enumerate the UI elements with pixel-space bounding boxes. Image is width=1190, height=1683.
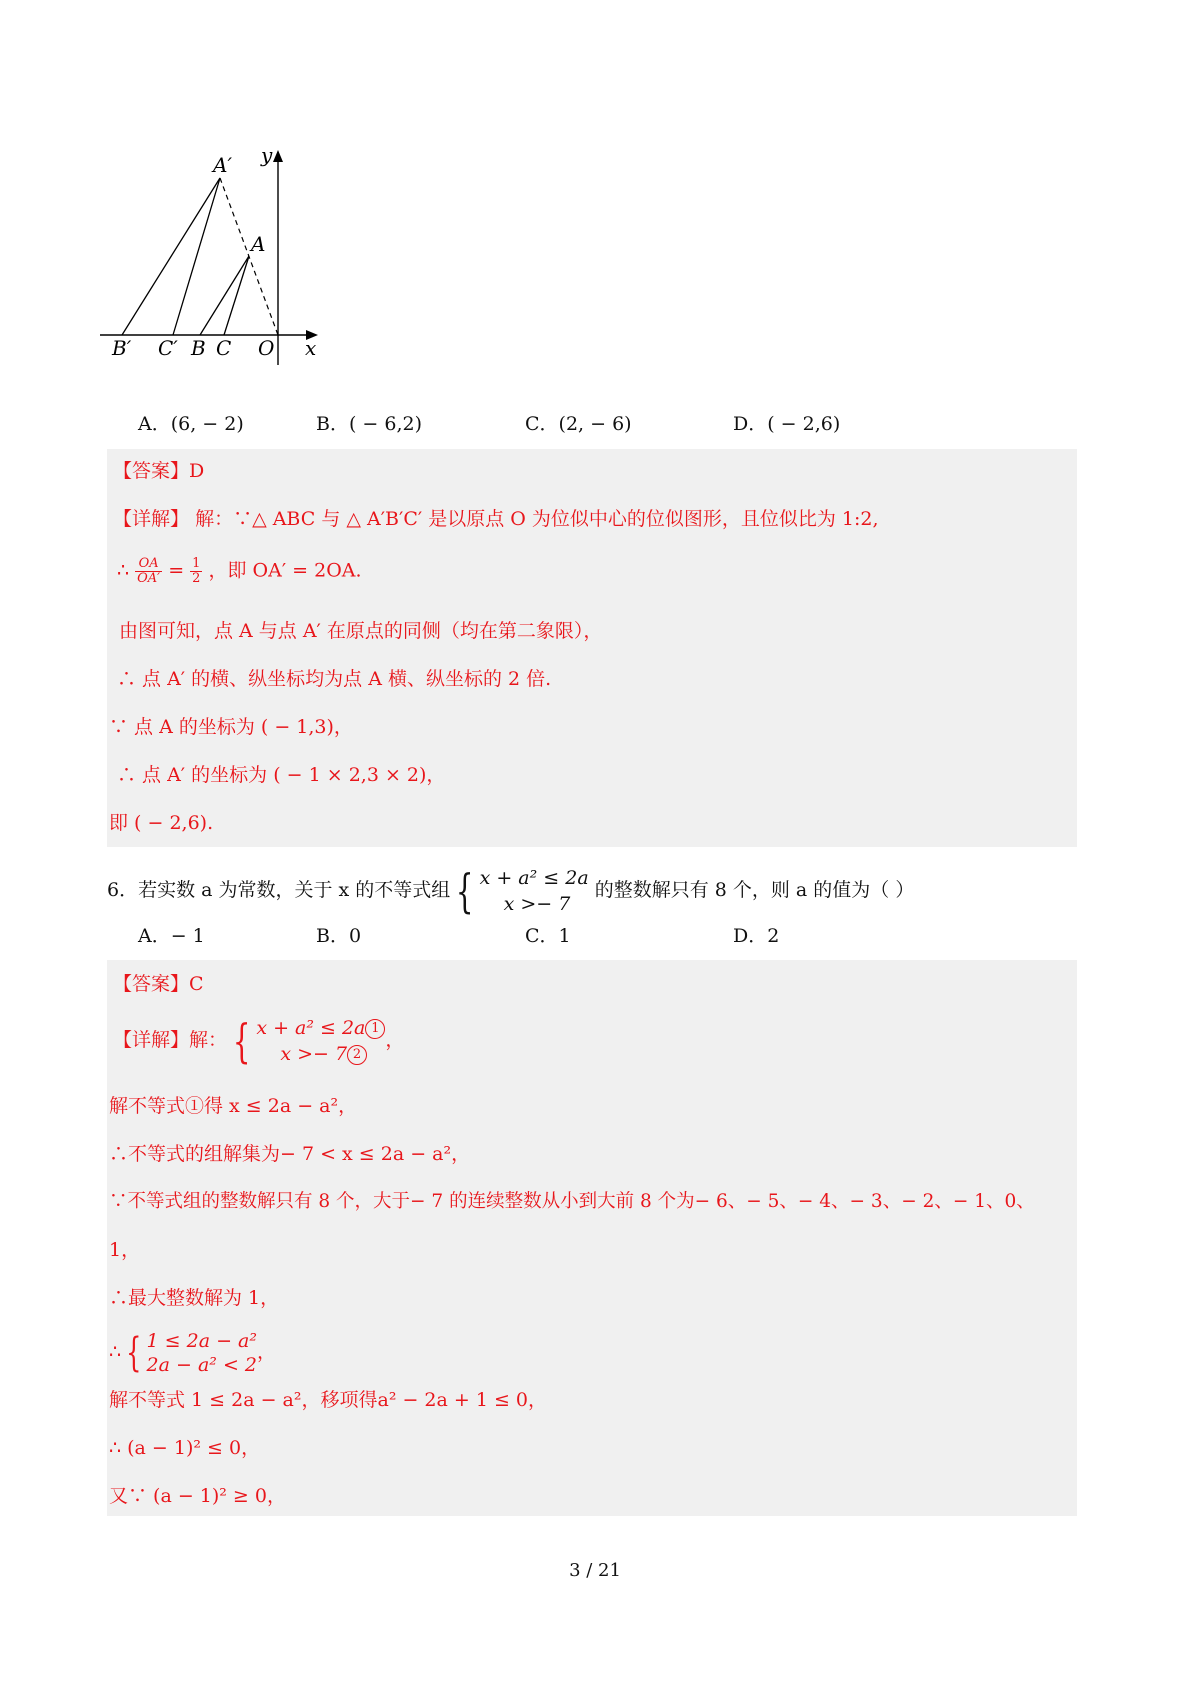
left-brace-icon: { — [232, 1014, 251, 1068]
label-y: y — [261, 150, 273, 167]
equals-sign: = — [168, 559, 185, 582]
q5-detail-3: 由图可知，点 A 与点 A′ 在原点的同侧（均在第二象限）， — [119, 620, 603, 642]
q5-detail-7: 即 ( − 2,6). — [109, 812, 214, 834]
label-x: x — [305, 336, 317, 360]
circled-number-1: 1 — [365, 1019, 385, 1039]
q5-detail-5: ∵ 点 A 的坐标为 ( − 1,3)， — [109, 716, 353, 738]
q6-line-1: 解不等式①得 x ≤ 2a − a²， — [109, 1095, 358, 1117]
comma: ， — [385, 1029, 405, 1051]
left-brace-icon: { — [456, 864, 474, 918]
circled-number-2: 2 — [347, 1045, 367, 1065]
fraction-numerator: OA — [135, 557, 162, 572]
label-a: A — [251, 232, 266, 256]
fraction-oa — [135, 557, 162, 586]
q6-option-c: C．1 — [525, 925, 571, 947]
system-line-1: 1 ≤ 2a − a² — [146, 1330, 257, 1352]
q6-line-8: ∴ (a − 1)² ≤ 0， — [109, 1437, 261, 1459]
system-line-1: x + a² ≤ 2a — [256, 1017, 366, 1039]
q6-line-2: ∴不等式的组解集为− 7 < x ≤ 2a − a²， — [109, 1143, 471, 1165]
label-c-prime: C′ — [158, 336, 178, 360]
q6-line-9: 又∵ (a − 1)² ≥ 0， — [109, 1485, 286, 1507]
label-b-prime: B′ — [112, 336, 132, 360]
q6-detail-inequality-system — [256, 1015, 385, 1067]
comma: ， — [257, 1341, 277, 1363]
system-line-2: x >− 7 — [503, 893, 571, 915]
q6-line-3: ∵不等式组的整数解只有 8 个，大于− 7 的连续整数从小到大前 8 个为− 6、− 5、− 4、− 3、− 2、− 1、0、 — [109, 1191, 1035, 1212]
fraction-numerator: 1 — [192, 556, 201, 571]
q6-detail-system — [113, 1010, 404, 1070]
q5-answer-box — [107, 449, 1077, 847]
system-line-1: x + a² ≤ 2a — [479, 867, 589, 889]
q5-option-b: B．( − 6,2) — [316, 413, 423, 435]
q6-stem — [107, 862, 914, 918]
coordinate-figure — [100, 150, 350, 390]
q6-line-4: 1， — [109, 1239, 141, 1261]
q5-detail-6: ∴ 点 A′ 的坐标为 ( − 1 × 2,3 × 2)， — [117, 764, 446, 786]
page-number: 3 / 21 — [569, 1560, 621, 1581]
q6-option-a: A．− 1 — [138, 925, 205, 947]
label-c: C — [216, 336, 232, 360]
fraction-half — [190, 557, 202, 586]
q6-line-6 — [109, 1326, 276, 1378]
q5-detail-text-1: 解：∵△ ABC 与 △ A′B′C′ 是以原点 O 为位似中心的位似图形，且位似比为 1:2, — [195, 508, 879, 530]
q6-detail-intro: 解： — [189, 1029, 228, 1051]
q6-stem-suffix: 的整数解只有 8 个，则 a 的值为（ ） — [594, 879, 915, 901]
q5-detail-1 — [113, 507, 879, 531]
q5-option-d: D．( − 2,6) — [733, 413, 841, 435]
q6-answer-box — [107, 960, 1077, 1516]
label-b: B — [191, 336, 206, 360]
q6-option-d: D．2 — [733, 925, 780, 947]
q5-detail-2 — [117, 557, 362, 586]
q6-detail-label: 【详解】 — [113, 1029, 190, 1051]
q6-inequality-system — [480, 865, 589, 917]
q6-line-7: 解不等式 1 ≤ 2a − a²，移项得a² − 2a + 1 ≤ 0， — [109, 1389, 548, 1411]
q6-stem-prefix: 6．若实数 a 为常数，关于 x 的不等式组 — [107, 879, 451, 901]
therefore-symbol: ∴ — [109, 1341, 122, 1363]
fraction-denominator: OA′ — [137, 571, 161, 586]
left-brace-icon: { — [126, 1330, 142, 1376]
system-line-2: 2a − a² < 2 — [146, 1354, 257, 1376]
label-a-prime: A′ — [213, 153, 232, 177]
q5-detail-label: 【详解】 — [113, 508, 190, 530]
fraction-denominator: 2 — [192, 571, 201, 586]
q6-line-5: ∴最大整数解为 1， — [109, 1287, 280, 1309]
q5-option-a: A．(6, − 2) — [138, 413, 244, 435]
q5-option-c: C．(2, − 6) — [525, 413, 632, 435]
system-line-2: x >− 7 — [280, 1043, 348, 1065]
q6-option-b: B．0 — [316, 925, 362, 947]
q5-answer: 【答案】D — [113, 460, 205, 482]
q5-detail-2-suffix: ，即 OA′ = 2OA. — [208, 559, 362, 582]
label-o: O — [258, 336, 275, 360]
q6-answer: 【答案】C — [113, 973, 204, 995]
therefore-symbol: ∴ — [117, 559, 130, 582]
q6-second-system — [147, 1329, 257, 1377]
q5-detail-4: ∴ 点 A′ 的横、纵坐标均为点 A 横、纵坐标的 2 倍. — [117, 668, 552, 690]
